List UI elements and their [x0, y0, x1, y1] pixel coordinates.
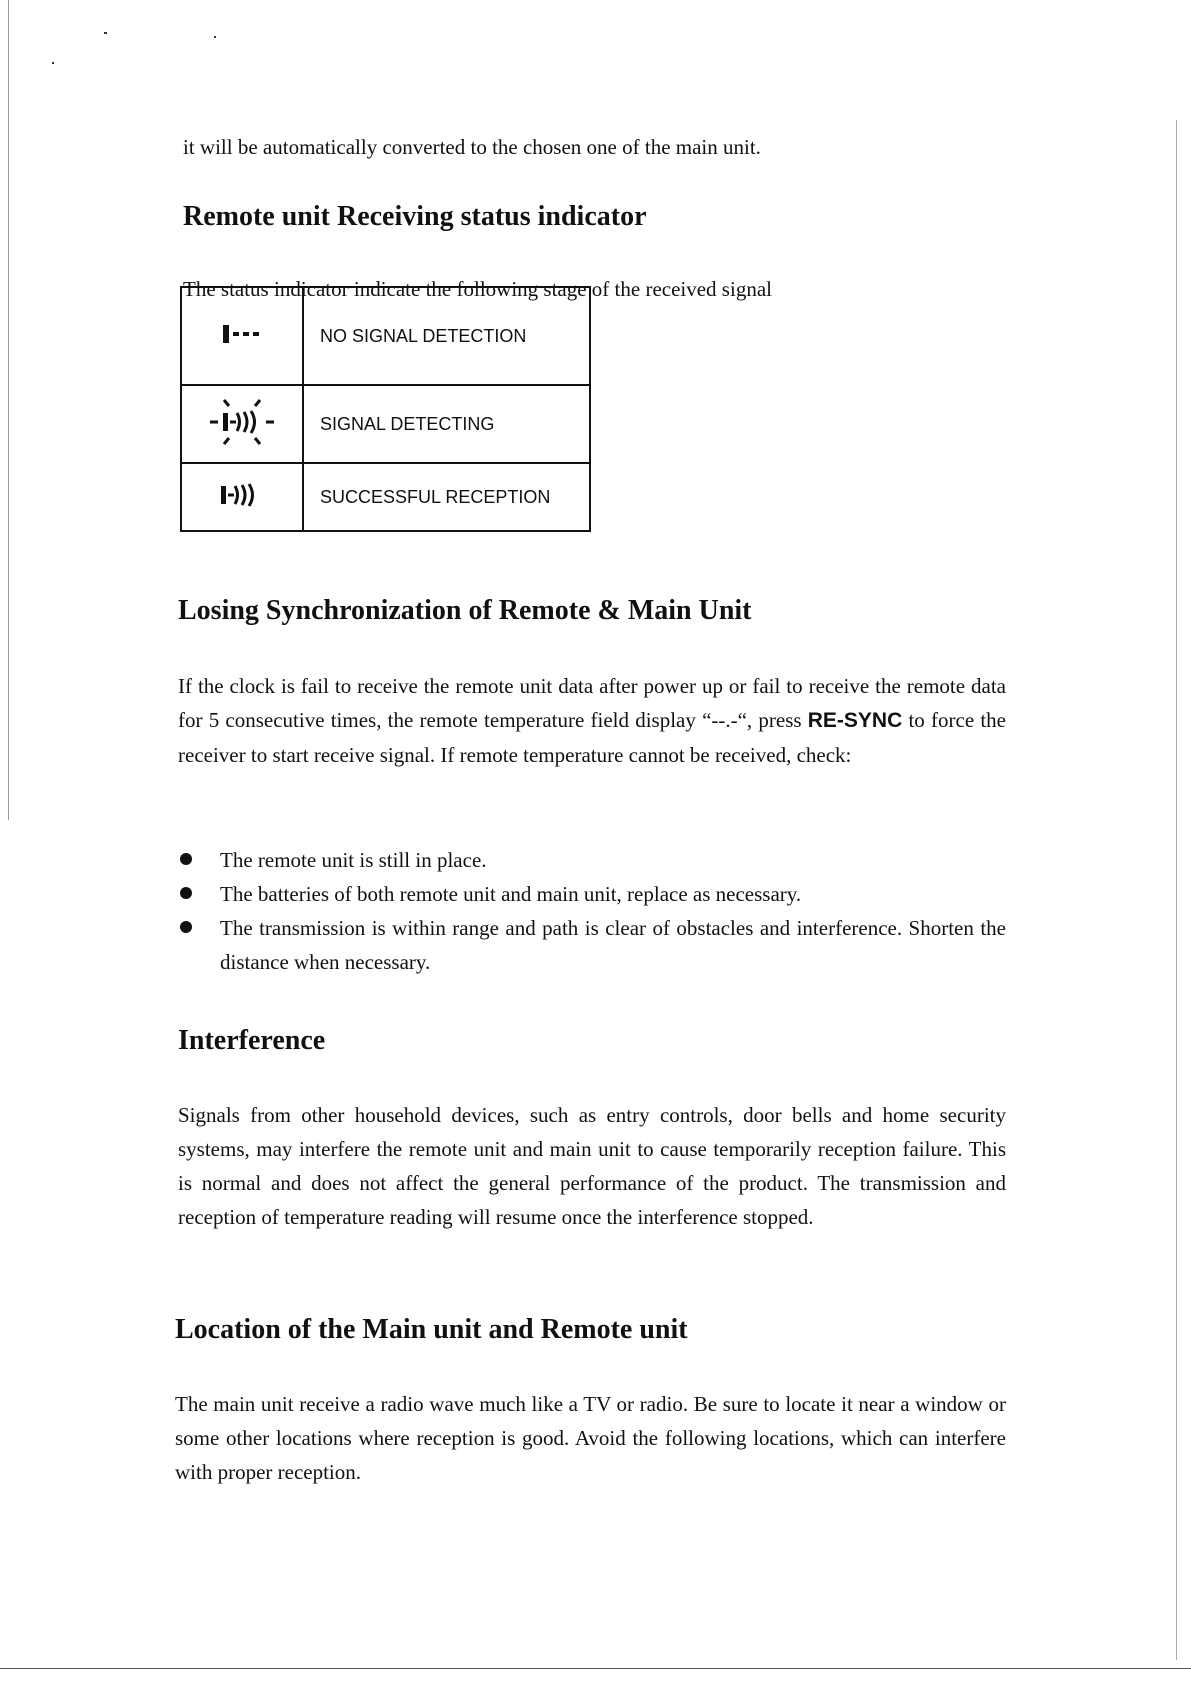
list-item-text: The batteries of both remote unit and main unit, replace as necessary. — [220, 882, 802, 906]
losing-sync-text-after: to force the receiver to start receive signal. If remote temperature cannot be received, check: — [178, 708, 1006, 767]
receiving-status-intro: The status indicator indicate the following stage of the received signal — [183, 277, 772, 301]
status-row — [181, 385, 590, 463]
status-label: NO SIGNAL DETECTION — [303, 287, 590, 385]
bullet-icon — [180, 887, 192, 899]
status-icon-cell — [181, 287, 303, 385]
intro-line: it will be automatically converted to the chosen one of the main unit. — [183, 135, 761, 159]
heading-interference: Interference — [178, 1025, 326, 1056]
list-item — [178, 911, 1006, 979]
heading-losing-sync: Losing Synchronization of Remote & Main Unit — [178, 595, 752, 626]
signal-detecting-icon — [202, 392, 282, 452]
status-indicator-table — [180, 286, 591, 532]
list-item-text: The transmission is within range and path is clear of obstacles and interference. Shorten the distance when necessary. — [220, 916, 1006, 974]
scan-bottom-edge — [0, 1668, 1191, 1669]
scan-speck — [214, 36, 216, 38]
status-row — [181, 287, 590, 385]
list-item-text: The remote unit is still in place. — [220, 848, 487, 872]
list-item — [178, 843, 1006, 877]
no-signal-icon — [212, 319, 272, 349]
heading-receiving-status: Remote unit Receiving status indicator — [183, 201, 647, 232]
status-icon-cell — [181, 463, 303, 531]
bullet-icon — [180, 921, 192, 933]
location-paragraph: The main unit receive a radio wave much like a TV or radio. Be sure to locate it near a window or some other locations where reception is good. Avoid the following locations, which can interfere with proper reception. — [175, 1392, 1006, 1484]
interference-paragraph: Signals from other household devices, such as entry controls, door bells and home security systems, may interfere the remote unit and main unit to cause temporarily reception failure. This is normal and does not affect the general performance of the product. The transmission and reception of temperature reading will resume once the interference stopped. — [178, 1103, 1006, 1229]
successful-reception-icon — [212, 478, 272, 512]
bullet-icon — [180, 853, 192, 865]
scan-edge-left — [8, 0, 9, 820]
scan-edge-right — [1176, 120, 1177, 1660]
check-list — [178, 843, 1006, 979]
list-item — [178, 877, 1006, 911]
scan-speck — [104, 32, 107, 34]
status-label: SUCCESSFUL RECEPTION — [303, 463, 590, 531]
status-label: SIGNAL DETECTING — [303, 385, 590, 463]
re-sync-button-name: RE-SYNC — [807, 709, 903, 732]
status-icon-cell — [181, 385, 303, 463]
losing-sync-text-before: If the clock is fail to receive the remote unit data after power up or fail to receive the remote data for 5 consecutive times, the remote temperature field display “--.-“, press — [178, 674, 1006, 732]
losing-sync-paragraph — [178, 669, 1006, 772]
heading-location: Location of the Main unit and Remote unit — [175, 1314, 688, 1345]
status-row — [181, 463, 590, 531]
scan-speck — [52, 62, 54, 64]
